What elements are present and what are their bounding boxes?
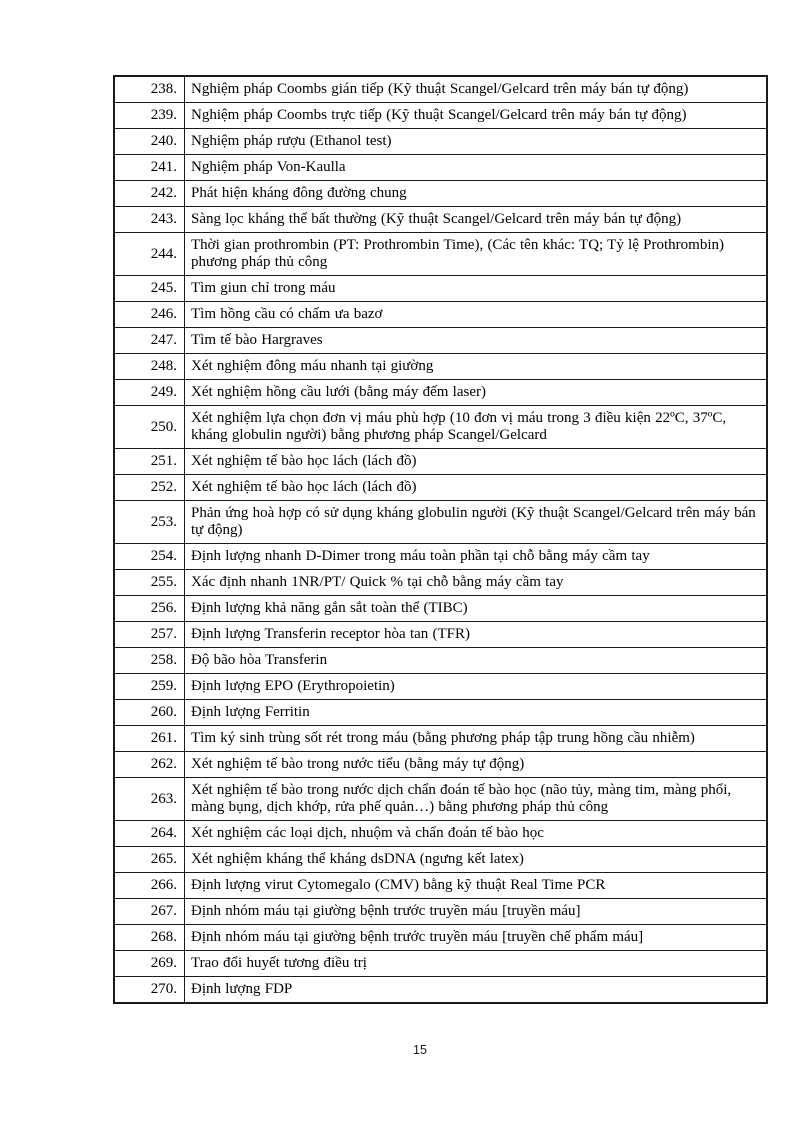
table-row [114,873,767,899]
row-number-cell: 247. [114,328,185,354]
row-text-cell: Định lượng EPO (Erythropoietin) [185,674,768,700]
table-row [114,328,767,354]
row-text-cell: Xét nghiệm tế bào trong nước tiểu (bằng máy tự động) [185,752,768,778]
table-row [114,501,767,544]
row-text-cell: Xét nghiệm tế bào học lách (lách đồ) [185,449,768,475]
procedure-table-body [114,76,767,1003]
row-text-cell: Định lượng khả năng gắn sắt toàn thể (TIBC) [185,596,768,622]
table-row [114,977,767,1004]
table-row [114,233,767,276]
row-number-cell: 243. [114,207,185,233]
page-number: 15 [413,1043,427,1057]
table-row [114,129,767,155]
table-row [114,821,767,847]
row-number-cell: 260. [114,700,185,726]
row-number-cell: 269. [114,951,185,977]
procedure-table [113,75,768,1004]
table-row [114,778,767,821]
row-number-cell: 262. [114,752,185,778]
row-text-cell: Thời gian prothrombin (PT: Prothrombin Time), (Các tên khác: TQ; Tỷ lệ Prothrombin) phương pháp thủ công [185,233,768,276]
row-text-cell: Định lượng Transferin receptor hòa tan (TFR) [185,622,768,648]
row-text-cell: Phát hiện kháng đông đường chung [185,181,768,207]
table-row [114,475,767,501]
table-row [114,752,767,778]
table-row [114,925,767,951]
table-row [114,674,767,700]
table-row [114,354,767,380]
row-number-cell: 265. [114,847,185,873]
table-row [114,700,767,726]
row-number-cell: 244. [114,233,185,276]
table-row [114,622,767,648]
table-row [114,181,767,207]
row-number-cell: 255. [114,570,185,596]
table-row [114,406,767,449]
table-row [114,847,767,873]
row-text-cell: Định lượng FDP [185,977,768,1004]
row-number-cell: 254. [114,544,185,570]
row-number-cell: 251. [114,449,185,475]
row-text-cell: Xác định nhanh 1NR/PT/ Quick % tại chỗ bằng máy cầm tay [185,570,768,596]
row-number-cell: 253. [114,501,185,544]
row-text-cell: Xét nghiệm đông máu nhanh tại giường [185,354,768,380]
table-row [114,544,767,570]
row-text-cell: Tìm ký sinh trùng sốt rét trong máu (bằng phương pháp tập trung hồng cầu nhiễm) [185,726,768,752]
row-number-cell: 242. [114,181,185,207]
table-row [114,76,767,103]
row-number-cell: 252. [114,475,185,501]
row-number-cell: 259. [114,674,185,700]
row-number-cell: 250. [114,406,185,449]
table-row [114,951,767,977]
row-text-cell: Xét nghiệm lựa chọn đơn vị máu phù hợp (10 đơn vị máu trong 3 điều kiện 22ºC, 37ºC, kháng globulin người) bằng phương pháp Scangel/Gelcard [185,406,768,449]
table-row [114,899,767,925]
row-text-cell: Tìm tế bào Hargraves [185,328,768,354]
row-text-cell: Xét nghiệm hồng cầu lưới (bằng máy đếm laser) [185,380,768,406]
row-number-cell: 238. [114,76,185,103]
table-row [114,726,767,752]
table-row [114,103,767,129]
row-text-cell: Nghiệm pháp Coombs gián tiếp (Kỹ thuật Scangel/Gelcard trên máy bán tự động) [185,76,768,103]
row-number-cell: 268. [114,925,185,951]
row-number-cell: 239. [114,103,185,129]
row-text-cell: Tìm hồng cầu có chấm ưa bazơ [185,302,768,328]
row-number-cell: 263. [114,778,185,821]
row-number-cell: 245. [114,276,185,302]
row-number-cell: 240. [114,129,185,155]
row-text-cell: Nghiệm pháp Von-Kaulla [185,155,768,181]
table-row [114,449,767,475]
row-text-cell: Định lượng Ferritin [185,700,768,726]
row-number-cell: 241. [114,155,185,181]
row-number-cell: 270. [114,977,185,1004]
table-row [114,207,767,233]
row-number-cell: 266. [114,873,185,899]
row-text-cell: Độ bão hòa Transferin [185,648,768,674]
row-text-cell: Sàng lọc kháng thể bất thường (Kỹ thuật Scangel/Gelcard trên máy bán tự động) [185,207,768,233]
table-row [114,648,767,674]
table-row [114,570,767,596]
row-text-cell: Nghiệm pháp rượu (Ethanol test) [185,129,768,155]
row-text-cell: Xét nghiệm tế bào học lách (lách đồ) [185,475,768,501]
row-text-cell: Định nhóm máu tại giường bệnh trước truyền máu [truyền máu] [185,899,768,925]
row-text-cell: Định lượng nhanh D-Dimer trong máu toàn phần tại chỗ bằng máy cầm tay [185,544,768,570]
row-text-cell: Xét nghiệm kháng thể kháng dsDNA (ngưng kết latex) [185,847,768,873]
row-text-cell: Định nhóm máu tại giường bệnh trước truyền máu [truyền chế phẩm máu] [185,925,768,951]
row-number-cell: 264. [114,821,185,847]
row-text-cell: Định lượng virut Cytomegalo (CMV) bằng kỹ thuật Real Time PCR [185,873,768,899]
table-row [114,276,767,302]
row-number-cell: 256. [114,596,185,622]
row-number-cell: 261. [114,726,185,752]
row-number-cell: 267. [114,899,185,925]
row-text-cell: Trao đổi huyết tương điều trị [185,951,768,977]
row-number-cell: 248. [114,354,185,380]
row-text-cell: Phản ứng hoà hợp có sử dụng kháng globulin người (Kỹ thuật Scangel/Gelcard trên máy bán tự động) [185,501,768,544]
table-row [114,302,767,328]
table-row [114,380,767,406]
row-number-cell: 258. [114,648,185,674]
row-number-cell: 257. [114,622,185,648]
row-text-cell: Tìm giun chỉ trong máu [185,276,768,302]
row-text-cell: Nghiệm pháp Coombs trực tiếp (Kỹ thuật Scangel/Gelcard trên máy bán tự động) [185,103,768,129]
row-number-cell: 246. [114,302,185,328]
table-row [114,596,767,622]
row-number-cell: 249. [114,380,185,406]
table-row [114,155,767,181]
row-text-cell: Xét nghiệm tế bào trong nước dịch chẩn đoán tế bào học (não tủy, màng tim, màng phổi, màng bụng, dịch khớp, rửa phế quản…) bằng phương pháp thủ công [185,778,768,821]
row-text-cell: Xét nghiệm các loại dịch, nhuộm và chẩn đoán tế bào học [185,821,768,847]
